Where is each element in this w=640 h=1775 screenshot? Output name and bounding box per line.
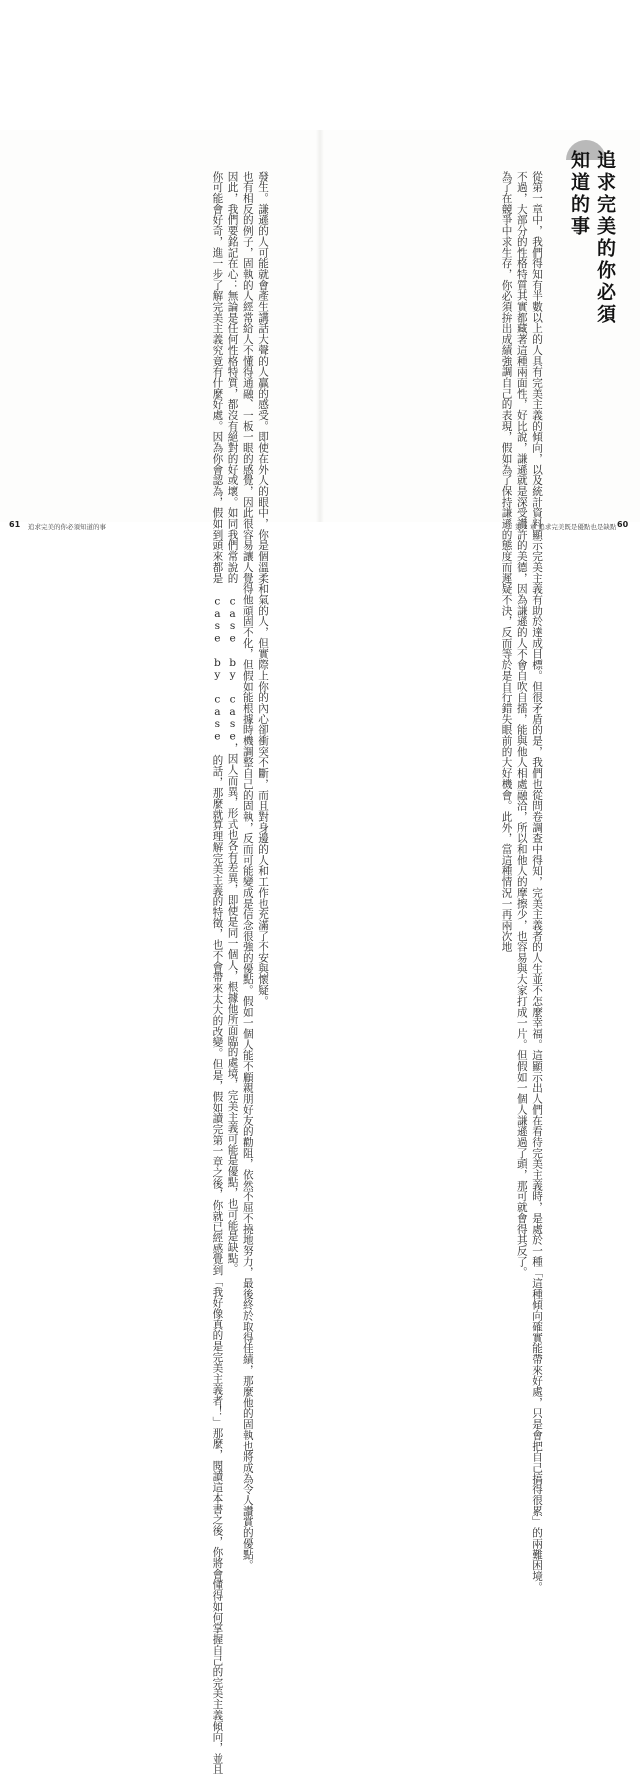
- paragraph: 為了在競爭中求生存，你必須拚出成績強調自己的表現，假如為了保持謙遜的態度而遲疑不決，反而等於是自行錯失眼前的大好機會。此外，當這種情況一再兩次地: [500, 171, 513, 953]
- paragraph: 你可能會好奇，進一步了解完美主義究竟有什麼好處。因為你會認為，假如到頭來都是 case by case 的話，那麼就算理解完美主義的特徵，也不會帶來太大的改變。但是，假如讀完第一章之後，你就已經感覺到「我好像真的是完美主義者！」那麼，閱讀這本書之後，你將會懂得如何掌握自己的完美主義傾向，並且: [211, 171, 224, 1775]
- paragraph: 不過，大部分的性格特質其實都藏著這種兩面性，好比說，謙遜就是深受讚許的美德，因為謙遜的人不會自吹自擂，能與他人相處融洽，所以和他人的摩擦少，也容易與大家打成一片。但假如一個人謙遜過了頭，那可就會得其反了。: [515, 171, 528, 1278]
- paragraph: 發生。謙遜的人可能就會產生講話大聲的人贏的感受。即使在外人的眼中，你是個溫柔和氣的人，但實際上你的內心卻衝突不斷，而且對身邊的人和工作也充滿了不安與懷疑。: [257, 171, 269, 1007]
- page-number-right: 60: [617, 520, 629, 529]
- page-number-left: 61: [9, 520, 21, 529]
- paragraph: 從第一章中，我們得知有半數以上的人具有完美主義的傾向，以及統計資料顯示完美主義有助於達成目標。但很矛盾的是，我們也從問卷調查中得知，完美主義者的人生並不怎麼幸福。這顯示出人們在看待完美主義時，是處於一種「這種傾向確實能帶來好處，只是會把自己搞得很累」的兩難困境。: [531, 171, 543, 1593]
- paragraph: 因此，我們要銘記在心：無論是任何性格特質，都沒有絕對的好或壞。如同我們常說的 case by case，因人而異，形式也各有差異，即使是同一個人，根據他所面臨的處境，完美主義可能是優點，也可能是缺點。: [226, 171, 239, 1275]
- running-head-right: 第 2 章 追求完美既是優點也是缺點: [515, 523, 617, 531]
- chapter-title: 追求完美的你必須知道的事: [568, 150, 616, 326]
- paragraph: 也有相反的例子，固執的人經常給人不懂得通融、一板一眼的感覺，因此很容易讓人覺得他頑固不化，但假如能根據時機調整自己的固執，反而可能變成是信念很強的優點。假如一個人能不顧親朋好友的勸阻，依然不屈不撓地努力，最後終於取得佳績，那麼他的固執也將成為令人讚賞的優點。: [241, 171, 254, 1571]
- book-gutter: [316, 130, 324, 522]
- running-head-left: 追求完美的你必須知道的事: [28, 523, 106, 531]
- right-page-body: [368, 150, 544, 1593]
